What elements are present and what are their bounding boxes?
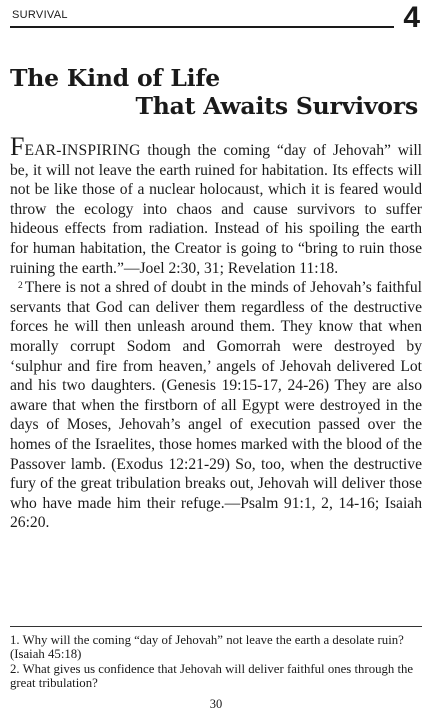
page-number: 30	[209, 697, 223, 711]
chapter-title	[10, 64, 422, 120]
chapter-number: 4	[403, 1, 420, 34]
study-question-2: 2. What gives us confidence that Jehovah will deliver faithful ones through the great tribulation?	[10, 661, 414, 691]
study-questions	[10, 626, 422, 691]
paragraph-2-text: There is not a shred of doubt in the minds of Jehovah’s faithful servants that God can deliver them regardless of the destructive forces he will then unleash around them. They know that when morally corrupt Sodom and Gomorrah were destroyed by ‘sulphur and fire from heaven,’ angels of Jehovah delivered Lot and his two daughters. (Genesis 19:15-17, 24-26) They are also aware that when the firstborn of all Egypt were destroyed in the days of Moses, Jehovah’s angel of execution passed over the homes of the Israelites, those homes marked with the blood of the Passover lamb. (Exodus 12:21-29) So, too, when the destructive fury of the great tribulation breaks out, Jehovah will deliver those who have made him their refuge.—Psalm 91:1, 2, 14-16; Isaiah 26:20.	[10, 279, 422, 532]
chapter-title-line-1: The Kind of Life	[10, 64, 221, 92]
body-text	[10, 132, 422, 533]
chapter-title-line-2: That Awaits Survivors	[135, 92, 418, 120]
header-rule	[10, 26, 394, 28]
page	[10, 1, 422, 712]
paragraph-number: 2	[18, 281, 23, 292]
section-label: SURVIVAL	[12, 9, 68, 21]
paragraph-2	[10, 278, 422, 533]
paragraph-1	[10, 132, 422, 278]
drop-cap: F	[10, 132, 25, 161]
study-question-1: 1. Why will the coming “day of Jehovah” not leave the earth a desolate ruin? (Isaiah 45:18)	[10, 633, 404, 662]
page-header	[10, 1, 422, 36]
lead-caps: EAR-INSPIRING	[24, 142, 141, 159]
paragraph-1-text: though the coming “day of Jehovah” will be, it will not leave the earth ruined for habitation. Its effects will not be like those of a nuclear holocaust, which it is feared would throw the ecology into chaos and cause survivors to suffer hideous effects from radiation. Instead of his spoiling the earth for human habitation, the Creator is going to “bring to ruin those ruining the earth.”—Joel 2:30, 31; Revelation 11:18.	[10, 142, 422, 277]
